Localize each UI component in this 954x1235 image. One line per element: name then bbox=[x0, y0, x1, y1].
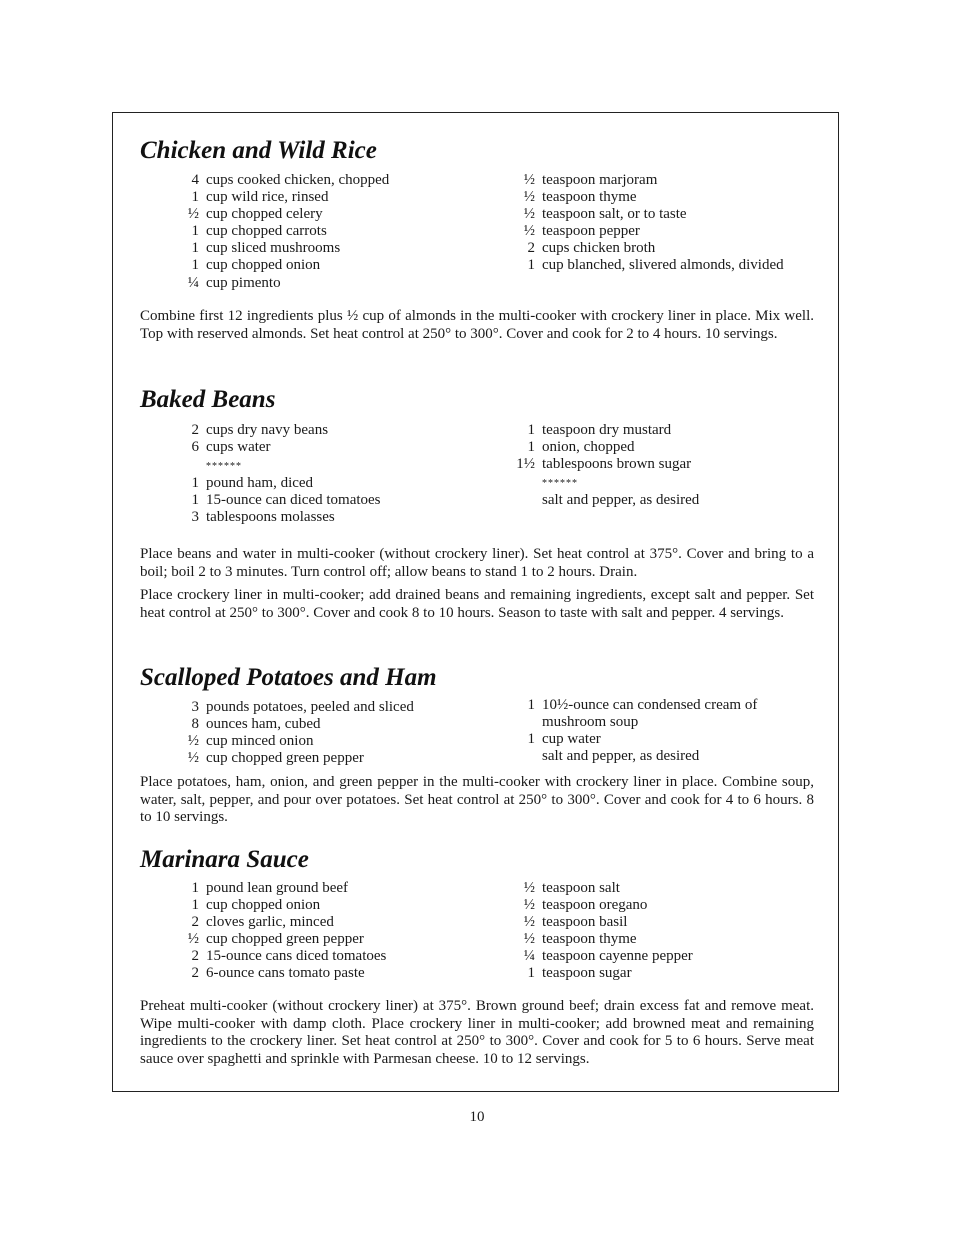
ingredient: ½ teaspoon oregano bbox=[523, 897, 648, 914]
ingredient-separator: ****** bbox=[206, 461, 242, 473]
ingredient: ¼ teaspoon cayenne pepper bbox=[523, 948, 693, 965]
ingredients-right bbox=[510, 880, 814, 983]
ingredient: ½ teaspoon pepper bbox=[523, 223, 640, 240]
ingredient: 8 ounces ham, cubed bbox=[191, 716, 321, 733]
ingredient: ½ teaspoon thyme bbox=[523, 189, 637, 206]
ingredient: salt and pepper, as desired bbox=[542, 492, 700, 509]
ingredient: 3 tablespoons molasses bbox=[191, 509, 335, 526]
recipe-directions: Place potatoes, ham, onion, and green pepper in the multi-cooker with crockery liner in place. Combine soup, water, salt, pepper, and pour over potatoes. Set heat control at 250° to 300°. Cover and cook for 4 to 6 hours. 8 to 10 servings. bbox=[140, 774, 814, 826]
ingredient: ½ teaspoon marjoram bbox=[523, 172, 658, 188]
ingredient: ½ cup minced onion bbox=[187, 733, 314, 750]
ingredients-left bbox=[174, 880, 504, 983]
ingredient: 2 6-ounce cans tomato paste bbox=[191, 965, 365, 982]
recipe-directions: Preheat multi-cooker (without crockery liner) at 375°. Brown ground beef; drain excess fat and remove meat. Wipe multi-cooker with damp cloth. Place crockery liner in multi-cooker; add browned meat and remaining ingredients to the crockery liner. Set heat control at 250° to 300°. Cover and cook for 5 to 6 hours. Serve meat sauce over spaghetti and sprinkle with Parmesan cheese. 10 to 12 servings. bbox=[140, 998, 814, 1067]
ingredients-right bbox=[510, 697, 760, 765]
ingredient: 2 15-ounce cans diced tomatoes bbox=[191, 948, 387, 965]
ingredient: 1 cup chopped onion bbox=[191, 257, 321, 274]
ingredient: 2 cloves garlic, minced bbox=[191, 914, 334, 931]
ingredient: ½ teaspoon thyme bbox=[523, 931, 637, 948]
ingredient: 6 cups water bbox=[191, 439, 271, 456]
ingredient: 1 teaspoon sugar bbox=[527, 965, 632, 982]
ingredient: salt and pepper, as desired bbox=[542, 748, 700, 765]
ingredient: 1 pound ham, diced bbox=[191, 475, 314, 492]
ingredient: ¼ cup pimento bbox=[187, 274, 281, 291]
recipe-title: Marinara Sauce bbox=[140, 846, 309, 873]
ingredient: 1 teaspoon dry mustard bbox=[527, 422, 672, 438]
ingredients-left bbox=[174, 422, 504, 527]
ingredient: 2 cups chicken broth bbox=[527, 240, 656, 257]
ingredient: 1 cup sliced mushrooms bbox=[191, 240, 341, 257]
ingredient-separator: ****** bbox=[542, 478, 578, 490]
ingredient: 1 cup chopped onion bbox=[191, 897, 321, 914]
ingredient: 3 pounds potatoes, peeled and sliced bbox=[191, 699, 414, 715]
recipe-directions: Place beans and water in multi-cooker (without crockery liner). Set heat control at 375°. Cover and bring to a boil; boil 2 to 3 minutes. Turn control off; allow beans to stand 1 to 2 hours. Drain. bbox=[140, 546, 814, 580]
ingredient: ½ cup chopped green pepper bbox=[187, 750, 364, 767]
ingredient: ½ teaspoon salt bbox=[523, 880, 620, 896]
ingredient: 1 cup blanched, slivered almonds, divided bbox=[527, 257, 784, 274]
ingredient: 1 onion, chopped bbox=[527, 439, 635, 456]
ingredient: ½ teaspoon basil bbox=[523, 914, 628, 931]
ingredients-right bbox=[510, 172, 814, 275]
ingredient: ½ cup chopped celery bbox=[187, 206, 323, 223]
recipe-directions: Place crockery liner in multi-cooker; add drained beans and remaining ingredients, except salt and pepper. Set heat control at 250° to 300°. Cover and cook 8 to 10 hours. Season to taste with salt and pepper. 4 servings. bbox=[140, 587, 814, 621]
ingredient: 1 cup chopped carrots bbox=[191, 223, 327, 240]
ingredient: 2 cups dry navy beans bbox=[191, 422, 329, 438]
page-number: 10 bbox=[469, 1109, 485, 1125]
ingredient: ½ teaspoon salt, or to taste bbox=[523, 206, 687, 223]
ingredient: ½ cup chopped green pepper bbox=[187, 931, 364, 948]
ingredients-left bbox=[174, 699, 504, 767]
ingredient: 1 cup water bbox=[527, 731, 601, 748]
ingredient: 1 15-ounce can diced tomatoes bbox=[191, 492, 381, 509]
ingredient: 1 cup wild rice, rinsed bbox=[191, 189, 329, 206]
recipe-title: Baked Beans bbox=[140, 386, 276, 413]
ingredients-left bbox=[174, 172, 504, 292]
ingredients-right bbox=[510, 422, 814, 509]
ingredient: 1 pound lean ground beef bbox=[191, 880, 349, 896]
ingredient: 4 cups cooked chicken, chopped bbox=[191, 172, 390, 188]
recipe-directions: Combine first 12 ingredients plus ½ cup of almonds in the multi-cooker with crockery liner in place. Mix well. Top with reserved almonds. Set heat control at 250° to 300°. Cover and cook for 2 to 4 hours. 10 servings. bbox=[140, 308, 814, 342]
recipe-title: Chicken and Wild Rice bbox=[140, 137, 377, 164]
recipe-title: Scalloped Potatoes and Ham bbox=[140, 664, 437, 691]
ingredient: 1 10½-ounce can condensed cream of mushroom soup bbox=[527, 697, 758, 731]
ingredient: 1½ tablespoons brown sugar bbox=[516, 456, 692, 473]
